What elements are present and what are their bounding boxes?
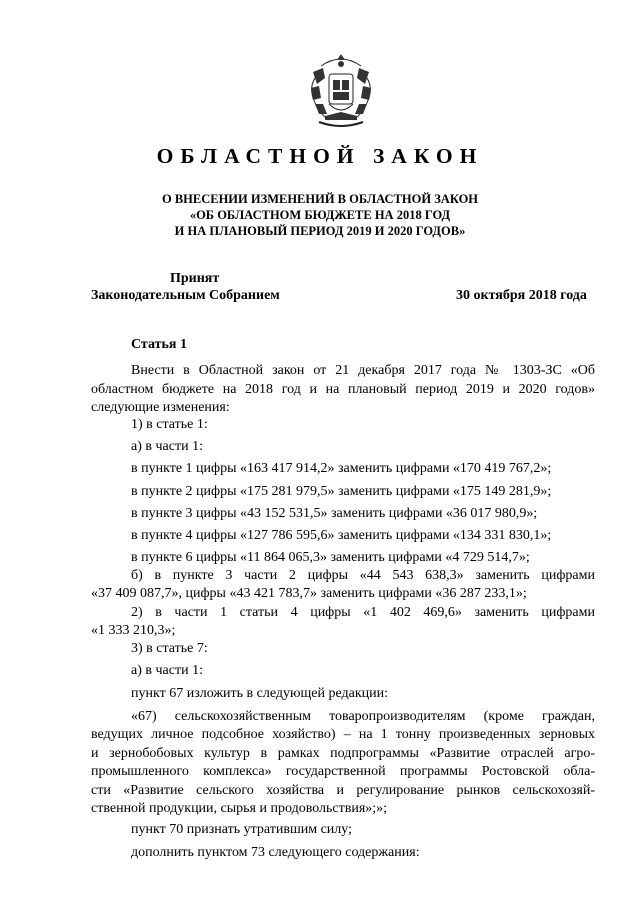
item-2-line-2: «1 333 210,3»;: [91, 623, 176, 638]
intro-line-3: следующие изменения:: [91, 400, 230, 415]
intro-line-2: областном бюджете на 2018 год и на плановый период 2019 и 2020 годов»: [91, 382, 595, 397]
clause-3-change: в пункте 3 цифры «43 152 531,5» заменить цифрами «36 017 980,9»;: [131, 506, 538, 521]
clause-67-intro: пункт 67 изложить в следующей редакции:: [131, 686, 388, 701]
quote-line-4: промышленного комплекса» государственной программы Ростовской обла-: [91, 764, 595, 779]
clause-73-add: дополнить пунктом 73 следующего содержания:: [131, 845, 420, 860]
document-subtitle-line-3: И НА ПЛАНОВЫЙ ПЕРИОД 2019 И 2020 ГОДОВ»: [174, 224, 466, 238]
quote-line-6: ственной продукции, сырья и продовольствия»;»;: [91, 801, 388, 816]
coat-of-arms-emblem: [299, 54, 383, 130]
quote-line-1: «67) сельскохозяйственным товаропроизводителям (кроме граждан,: [131, 709, 595, 724]
document-subtitle-line-2: «ОБ ОБЛАСТНОМ БЮДЖЕТЕ НА 2018 ГОД: [189, 208, 451, 222]
item-b-line-2: «37 409 087,7», цифры «43 421 783,7» заменить цифрами «36 287 233,1»;: [91, 586, 527, 601]
quote-line-5: сти «Развитие сельского хозяйства и регулирование рынков сельскохозяй-: [91, 783, 595, 798]
quote-line-2: ведущих личное подсобное хозяйство) – на 1 тонну произведенных зерновых: [91, 727, 595, 742]
item-a-part-1-art7: а) в части 1:: [131, 663, 203, 678]
article-heading: Статья 1: [131, 337, 187, 352]
intro-line-1: Внести в Областной закон от 21 декабря 2017 года № 1303-ЗС «Об: [131, 363, 595, 378]
clause-2-change: в пункте 2 цифры «175 281 979,5» заменить цифрами «175 149 281,9»;: [131, 484, 552, 499]
clause-6-change: в пункте 6 цифры «11 864 065,3» заменить цифрами «4 729 514,7»;: [131, 550, 530, 565]
document-type-title: ОБЛАСТНОЙ ЗАКОН: [156, 144, 484, 168]
item-b-line-1: б) в пункте 3 части 2 цифры «44 543 638,3» заменить цифрами: [131, 568, 595, 583]
adopting-body: Законодательным Собранием: [91, 288, 280, 303]
clause-1-change: в пункте 1 цифры «163 417 914,2» заменить цифрами «170 419 767,2»;: [131, 461, 552, 476]
adopted-label: Принят: [170, 271, 220, 286]
adoption-date: 30 октября 2018 года: [456, 288, 587, 303]
clause-4-change: в пункте 4 цифры «127 786 595,6» заменить цифрами «134 331 830,1»;: [131, 528, 552, 543]
item-a-part-1: а) в части 1:: [131, 439, 203, 454]
clause-70-repeal: пункт 70 признать утратившим силу;: [131, 822, 352, 837]
document-subtitle-line-1: О ВНЕСЕНИИ ИЗМЕНЕНИЙ В ОБЛАСТНОЙ ЗАКОН: [161, 192, 479, 206]
item-1-article-1: 1) в статье 1:: [131, 417, 208, 432]
item-2-line-1: 2) в части 1 статьи 4 цифры «1 402 469,6» заменить цифрами: [131, 605, 595, 620]
item-3-article-7: 3) в статье 7:: [131, 641, 208, 656]
quote-line-3: и зернобобовых культур в рамках подпрограммы «Развитие отраслей агро-: [91, 746, 595, 761]
